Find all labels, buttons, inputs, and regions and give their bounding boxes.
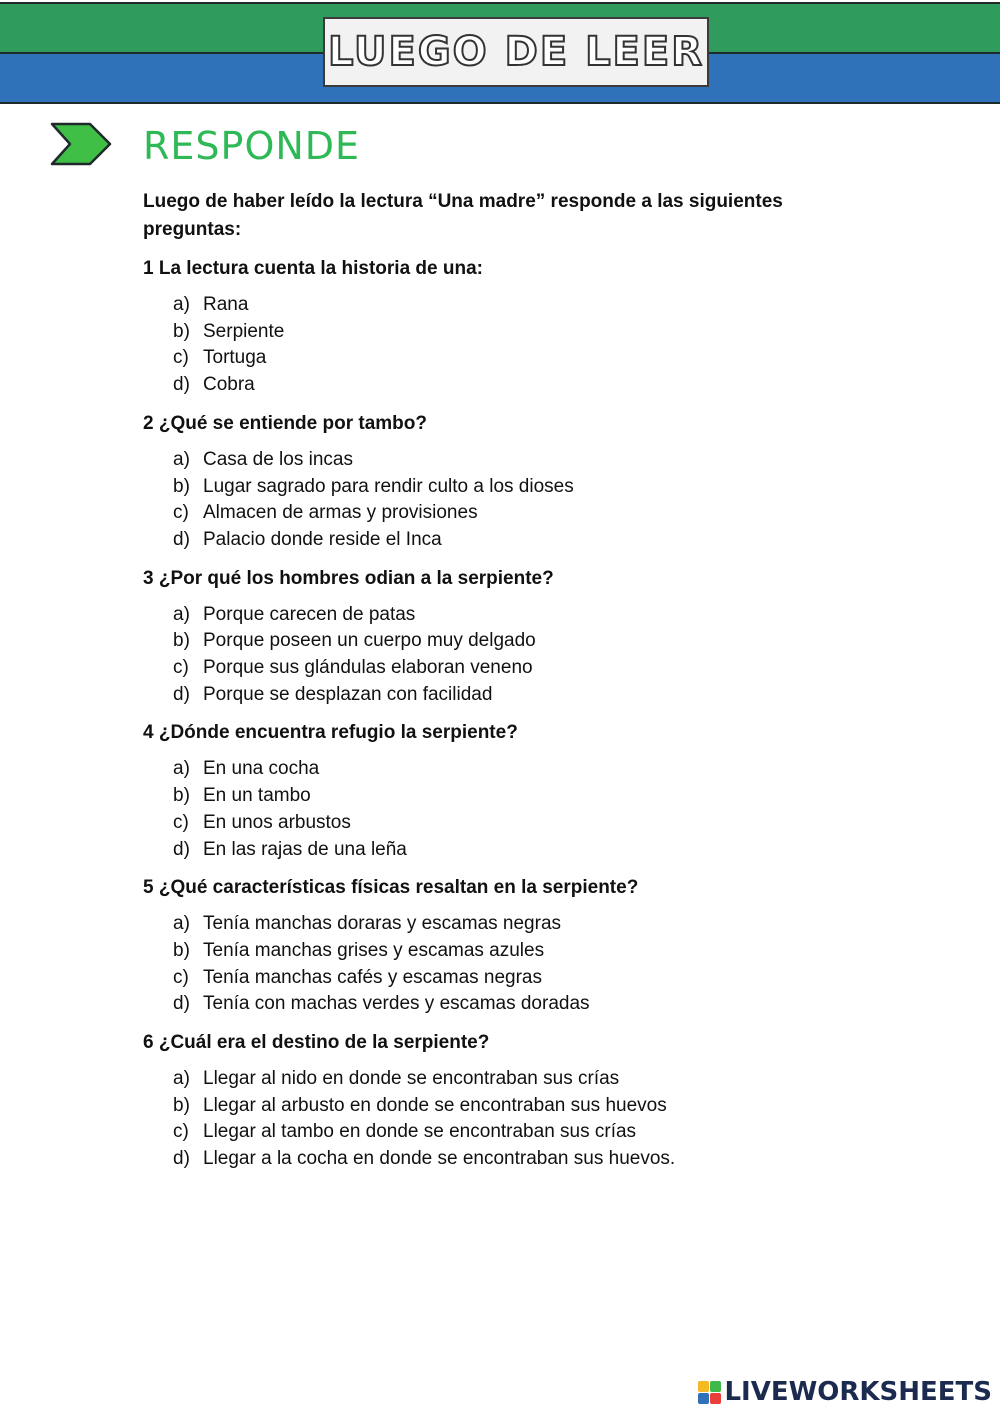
answer-option[interactable] — [173, 319, 843, 346]
option-text: Porque carecen de patas — [203, 603, 416, 625]
answer-option[interactable] — [173, 447, 843, 474]
answer-option[interactable] — [173, 474, 843, 501]
option-letter: a) — [173, 448, 190, 470]
question-block — [143, 874, 843, 1018]
option-text: Tortuga — [203, 347, 267, 369]
question-block — [143, 410, 843, 554]
option-text: Tenía con machas verdes y escamas doradas — [203, 993, 590, 1015]
option-letter: b) — [173, 630, 190, 652]
answer-options — [143, 756, 843, 863]
option-text: Tenía manchas grises y escamas azules — [203, 939, 545, 961]
answer-option[interactable] — [173, 965, 843, 992]
option-text: Rana — [203, 294, 249, 315]
question-block — [143, 1029, 843, 1173]
answer-options — [143, 292, 843, 399]
answer-option[interactable] — [173, 991, 843, 1018]
option-text: Porque poseen un cuerpo muy delgado — [203, 630, 536, 652]
answer-options — [143, 911, 843, 1018]
instructions: Luego de haber leído la lectura “Una madre” responde a las siguientes preguntas: — [143, 191, 783, 240]
worksheet-content — [143, 188, 843, 1184]
question-list — [143, 255, 843, 1173]
option-text: Llegar al nido en donde se encontraban sus crías — [203, 1068, 620, 1090]
logo-text: LIVEWORKSHEETS — [724, 1377, 992, 1407]
answer-option[interactable] — [173, 1093, 843, 1120]
option-letter: d) — [173, 1148, 190, 1170]
option-text: Llegar al arbusto en donde se encontraban sus huevos — [203, 1094, 667, 1116]
option-text: Cobra — [203, 374, 255, 396]
section-title: RESPONDE — [143, 124, 361, 168]
option-text: Porque sus glándulas elaboran veneno — [203, 657, 533, 679]
answer-options — [143, 1066, 843, 1173]
question-title: 5 ¿Qué características físicas resaltan en la serpiente? — [143, 877, 639, 899]
answer-option[interactable] — [173, 1146, 843, 1173]
option-letter: a) — [173, 758, 190, 780]
option-letter: b) — [173, 785, 190, 807]
option-text: Llegar al tambo en donde se encontraban sus crías — [203, 1121, 637, 1143]
question-block — [143, 255, 843, 399]
option-text: En un tambo — [203, 785, 311, 807]
option-letter: d) — [173, 374, 190, 396]
answer-option[interactable] — [173, 345, 843, 372]
option-letter: c) — [173, 1121, 189, 1143]
answer-option[interactable] — [173, 527, 843, 554]
answer-option[interactable] — [173, 602, 843, 629]
option-text: En unos arbustos — [203, 811, 351, 833]
option-letter: d) — [173, 528, 190, 550]
option-letter: d) — [173, 838, 190, 860]
answer-option[interactable] — [173, 1119, 843, 1146]
answer-option[interactable] — [173, 655, 843, 682]
answer-option[interactable] — [173, 372, 843, 399]
option-letter: b) — [173, 939, 190, 961]
question-title: 6 ¿Cuál era el destino de la serpiente? — [143, 1032, 490, 1054]
option-letter: c) — [173, 502, 189, 524]
option-letter: d) — [173, 683, 190, 705]
question-title: 2 ¿Qué se entiende por tambo? — [143, 412, 427, 434]
option-letter: c) — [173, 966, 189, 988]
option-text: Porque se desplazan con facilidad — [203, 683, 493, 705]
question-title: 1 La lectura cuenta la historia de una: — [143, 258, 483, 279]
question-title: 3 ¿Por qué los hombres odian a la serpiente? — [143, 567, 554, 589]
answer-option[interactable] — [173, 911, 843, 938]
answer-option[interactable] — [173, 756, 843, 783]
option-letter: c) — [173, 347, 189, 369]
option-text: Tenía manchas cafés y escamas negras — [203, 966, 543, 988]
header-title-box — [323, 17, 709, 87]
option-letter: c) — [173, 657, 189, 679]
answer-option[interactable] — [173, 292, 843, 319]
liveworksheets-logo — [698, 1377, 992, 1407]
answer-option[interactable] — [173, 810, 843, 837]
option-text: Palacio donde reside el Inca — [203, 528, 442, 550]
option-letter: d) — [173, 993, 190, 1015]
option-text: Almacen de armas y provisiones — [203, 502, 478, 524]
question-block — [143, 565, 843, 709]
option-text: Lugar sagrado para rendir culto a los dioses — [203, 475, 574, 497]
question-block — [143, 719, 843, 863]
answer-option[interactable] — [173, 628, 843, 655]
option-letter: b) — [173, 1094, 190, 1116]
option-letter: b) — [173, 475, 190, 497]
option-letter: a) — [173, 1068, 190, 1090]
option-letter: a) — [173, 603, 190, 625]
answer-option[interactable] — [173, 1066, 843, 1093]
page-title: LUEGO DE LEER — [327, 29, 705, 75]
answer-option[interactable] — [173, 682, 843, 709]
option-text: Tenía manchas doraras y escamas negras — [203, 913, 562, 935]
answer-options — [143, 602, 843, 709]
answer-option[interactable] — [173, 938, 843, 965]
answer-option[interactable] — [173, 783, 843, 810]
option-text: En una cocha — [203, 758, 320, 780]
option-letter: b) — [173, 320, 190, 342]
chevron-right-icon — [50, 122, 112, 166]
option-text: Llegar a la cocha en donde se encontraban sus huevos. — [203, 1148, 676, 1170]
option-letter: a) — [173, 294, 190, 315]
option-text: Casa de los incas — [203, 448, 353, 470]
option-text: Serpiente — [203, 320, 285, 342]
option-text: En las rajas de una leña — [203, 838, 407, 860]
option-letter: a) — [173, 913, 190, 935]
answer-option[interactable] — [173, 500, 843, 527]
answer-option[interactable] — [173, 837, 843, 864]
option-letter: c) — [173, 811, 189, 833]
logo-icon — [698, 1381, 721, 1404]
question-title: 4 ¿Dónde encuentra refugio la serpiente? — [143, 722, 518, 744]
answer-options — [143, 447, 843, 554]
